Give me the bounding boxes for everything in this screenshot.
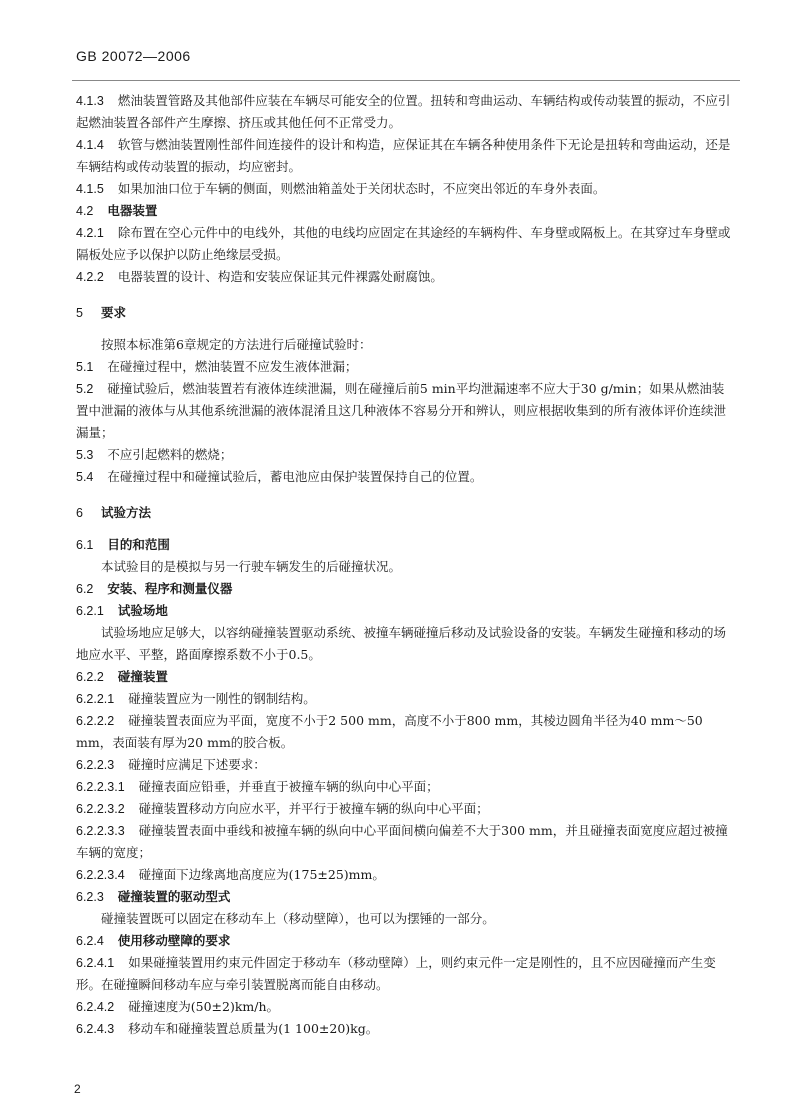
clause-number: 6.1 xyxy=(76,538,94,552)
clause-text: 在碰撞过程中和碰撞试验后，蓄电池应由保护装置保持自己的位置。 xyxy=(107,469,483,484)
clause-number: 6.2.2.3.2 xyxy=(76,802,125,816)
clause-number: 6.2.4 xyxy=(76,934,104,948)
paragraph xyxy=(76,952,736,996)
clause-text: 试验场地应足够大，以容纳碰撞装置驱动系统、被撞车辆碰撞后移动及试验设备的安装。车辆发生碰撞和移动的场地应水平、平整，路面摩擦系数不小于0.5。 xyxy=(76,625,727,662)
clause-text: 碰撞试验后，燃油装置若有液体连续泄漏，则在碰撞后前5 min平均泄漏速率不应大于30 g/min；如果从燃油装置中泄漏的液体与从其他系统泄漏的液体混淆且这几种液体不容易分开和辨认，则应根据收集到的所有液体评价连续泄漏量； xyxy=(76,381,727,440)
clause-text: 不应引起燃料的燃烧； xyxy=(107,447,233,462)
clause-text: 碰撞时应满足下述要求： xyxy=(128,757,266,772)
section-heading xyxy=(76,930,736,952)
clause-text: 移动车和碰撞装置总质量为(1 100±20)kg。 xyxy=(128,1021,379,1036)
clause-number: 5.3 xyxy=(76,448,94,462)
header-rule xyxy=(72,80,740,81)
clause-number: 6.2.1 xyxy=(76,604,104,618)
clause-text: 碰撞速度为(50±2)km/h。 xyxy=(128,999,280,1014)
clause-text: 碰撞装置表面中垂线和被撞车辆的纵向中心平面间横向偏差不大于300 mm，并且碰撞表面宽度应超过被撞车辆的宽度； xyxy=(76,823,728,860)
clause-text: 碰撞装置的驱动型式 xyxy=(117,889,231,904)
paragraph xyxy=(76,864,736,886)
clause-text: 软管与燃油装置刚性部件间连接件的设计和构造，应保证其在车辆各种使用条件下无论是扭转和弯曲运动，还是车辆结构或传动装置的振动，均应密封。 xyxy=(76,137,731,174)
clause-number: 5 xyxy=(76,306,83,320)
clause-text: 要求 xyxy=(100,305,126,320)
paragraph xyxy=(76,996,736,1018)
clause-text: 碰撞表面应铅垂，并垂直于被撞车辆的纵向中心平面； xyxy=(138,779,439,794)
clause-number: 6.2.4.2 xyxy=(76,1000,115,1014)
paragraph xyxy=(76,820,736,864)
clause-text: 碰撞装置 xyxy=(117,669,168,684)
paragraph xyxy=(76,466,736,488)
paragraph xyxy=(76,222,736,266)
clause-text: 如果加油口位于车辆的侧面，则燃油箱盖处于关闭状态时，不应突出邻近的车身外表面。 xyxy=(117,181,606,196)
chapter-heading xyxy=(76,302,736,324)
clause-number: 6.2 xyxy=(76,582,94,596)
chapter-heading xyxy=(76,502,736,524)
paragraph xyxy=(76,908,736,930)
paragraph xyxy=(76,178,736,200)
clause-text: 碰撞装置移动方向应水平，并平行于被撞车辆的纵向中心平面； xyxy=(138,801,489,816)
paragraph xyxy=(76,266,736,288)
section-heading xyxy=(76,200,736,222)
clause-text: 碰撞装置既可以固定在移动车上（移动壁障），也可以为摆锤的一部分。 xyxy=(101,911,495,926)
clause-number: 4.1.5 xyxy=(76,182,104,196)
paragraph xyxy=(76,378,736,444)
clause-text: 按照本标准第6章规定的方法进行后碰撞试验时： xyxy=(101,337,372,352)
clause-number: 4.2.1 xyxy=(76,226,104,240)
paragraph xyxy=(76,134,736,178)
section-heading xyxy=(76,578,736,600)
clause-number: 6.2.2.3.1 xyxy=(76,780,125,794)
clause-number: 6.2.4.3 xyxy=(76,1022,115,1036)
clause-number: 5.1 xyxy=(76,360,94,374)
paragraph xyxy=(76,710,736,754)
clause-number: 6.2.2.1 xyxy=(76,692,115,706)
clause-text: 电器装置的设计、构造和安装应保证其元件裸露处耐腐蚀。 xyxy=(117,269,443,284)
page-number: 2 xyxy=(74,1082,81,1096)
section-heading xyxy=(76,534,736,556)
clause-text: 除布置在空心元件中的电线外，其他的电线均应固定在其途经的车辆构件、车身壁或隔板上。在其穿过车身壁或隔板处应予以保护以防止绝缘层受损。 xyxy=(76,225,731,262)
paragraph xyxy=(76,798,736,820)
paragraph xyxy=(76,334,736,356)
paragraph xyxy=(76,556,736,578)
clause-text: 试验场地 xyxy=(117,603,168,618)
clause-text: 试验方法 xyxy=(100,505,151,520)
paragraph xyxy=(76,754,736,776)
clause-number: 6.2.2.3.4 xyxy=(76,868,125,882)
clause-text: 碰撞装置表面应为平面，宽度不小于2 500 mm，高度不小于800 mm，其棱边圆角半径为40 mm～50 mm，表面装有厚为20 mm的胶合板。 xyxy=(76,713,703,750)
clause-number: 4.1.3 xyxy=(76,94,104,108)
paragraph xyxy=(76,90,736,134)
section-heading xyxy=(76,666,736,688)
clause-text: 在碰撞过程中，燃油装置不应发生液体泄漏； xyxy=(107,359,358,374)
clause-number: 6.2.3 xyxy=(76,890,104,904)
paragraph xyxy=(76,688,736,710)
clause-text: 碰撞装置应为一刚性的钢制结构。 xyxy=(128,691,316,706)
paragraph xyxy=(76,356,736,378)
clause-number: 6.2.2.3 xyxy=(76,758,115,772)
clause-number: 6.2.2 xyxy=(76,670,104,684)
clause-number: 5.4 xyxy=(76,470,94,484)
clause-text: 目的和范围 xyxy=(107,537,170,552)
clause-text: 安装、程序和测量仪器 xyxy=(107,581,233,596)
paragraph xyxy=(76,1018,736,1040)
paragraph xyxy=(76,776,736,798)
document-body xyxy=(76,90,736,1040)
section-heading xyxy=(76,886,736,908)
clause-text: 使用移动壁障的要求 xyxy=(117,933,231,948)
clause-text: 本试验目的是模拟与另一行驶车辆发生的后碰撞状况。 xyxy=(101,559,402,574)
clause-number: 6.2.4.1 xyxy=(76,956,115,970)
paragraph xyxy=(76,444,736,466)
clause-text: 碰撞面下边缘离地高度应为(175±25)mm。 xyxy=(138,867,385,882)
standard-code: GB 20072—2006 xyxy=(76,48,191,64)
clause-text: 如果碰撞装置用约束元件固定于移动车（移动壁障）上，则约束元件一定是刚性的，且不应因碰撞而产生变形。在碰撞瞬间移动车应与牵引装置脱离而能自由移动。 xyxy=(76,955,716,992)
clause-number: 4.1.4 xyxy=(76,138,104,152)
clause-text: 燃油装置管路及其他部件应装在车辆尽可能安全的位置。扭转和弯曲运动、车辆结构或传动装置的振动，不应引起燃油装置各部件产生摩擦、挤压或其他任何不正常受力。 xyxy=(76,93,731,130)
clause-number: 6.2.2.3.3 xyxy=(76,824,125,838)
clause-number: 6 xyxy=(76,506,83,520)
section-heading xyxy=(76,600,736,622)
paragraph xyxy=(76,622,736,666)
clause-number: 4.2.2 xyxy=(76,270,104,284)
clause-number: 4.2 xyxy=(76,204,94,218)
clause-number: 5.2 xyxy=(76,382,94,396)
clause-text: 电器装置 xyxy=(107,203,158,218)
clause-number: 6.2.2.2 xyxy=(76,714,115,728)
